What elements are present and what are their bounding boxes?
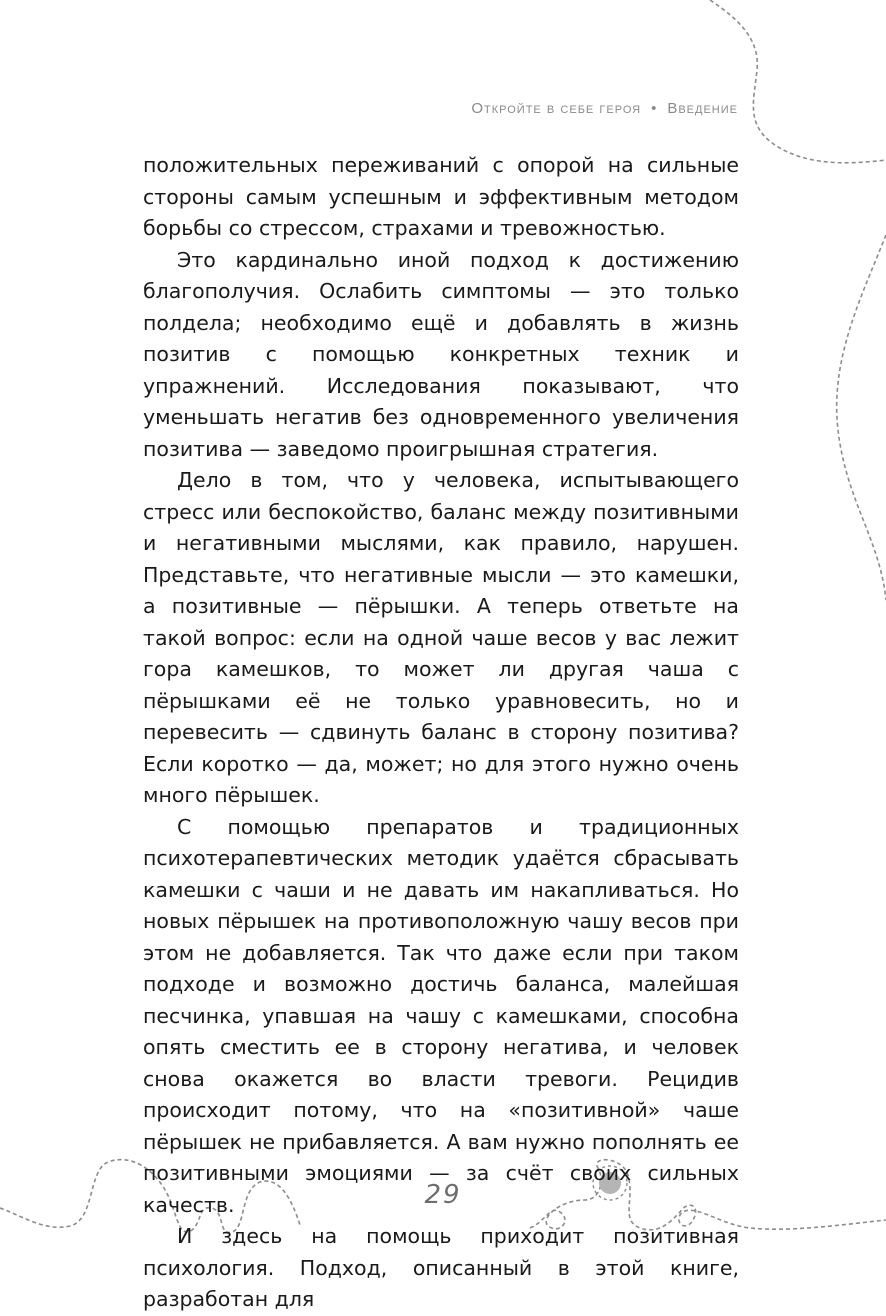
paragraph: положительных переживаний с опорой на сильные стороны самым успешным и эффективным методом борьбы со стрессом, страхами и тревожностью. (143, 153, 739, 240)
paragraph: Дело в том, что у человека, испытывающего стресс или беспокойство, баланс между позитивными и негативными мыслями, как правило, нарушен. Представьте, что негативные мысли — это камешки, а позитивные — пёрышки. А теперь ответьте на такой вопрос: если на одной чаше весов у вас лежит гора камешков, то может ли другая чаша с пёрышками её не только уравновесить, но и перевесить — сдвинуть баланс в сторону позитива? Если коротко — да, может; но для этого нужно очень много пёрышек. (143, 468, 739, 807)
paragraph: Это кардинально иной подход к достижению благополучия. Ослабить симптомы — это только полдела; необходимо ещё и добавлять в жизнь позитив с помощью конкретных техник и упражнений. Исследования показывают, что уменьшать негатив без одновременного увеличения позитива — заведомо проигрышная стратегия. (143, 247, 739, 461)
paragraph: С помощью препаратов и традиционных психотерапевтических методик удаётся сбрасывать камешки с чаши и не давать им накапливаться. Но новых пёрышек на противоположную чашу весов при этом не добавляется. Так что даже если при таком подходе и возможно достичь баланса, малейшая песчинка, упавшая на чашу с камешками, способна опять сместить ее в сторону негатива, и человек снова окажется во власти тревоги. Рецидив происходит потому, что на «позитивной» чаше пёрышек не прибавляется. А вам нужно пополнять ее позитивными эмоциями — за счёт своих сильных качеств. (143, 814, 739, 1217)
page-number: 29 (424, 1180, 462, 1210)
running-header (471, 100, 738, 117)
header-chapter: Введение (667, 100, 738, 117)
top-right-dashed-curve (710, 0, 886, 163)
right-edge-dashed-curve (837, 235, 886, 600)
header-separator: • (651, 100, 658, 117)
header-book-title: Откройте в себе героя (471, 100, 642, 117)
body-text (143, 150, 739, 1316)
paragraph: И здесь на помощь приходит позитивная психология. Подход, описанный в этой книге, разработан для (143, 1224, 739, 1311)
